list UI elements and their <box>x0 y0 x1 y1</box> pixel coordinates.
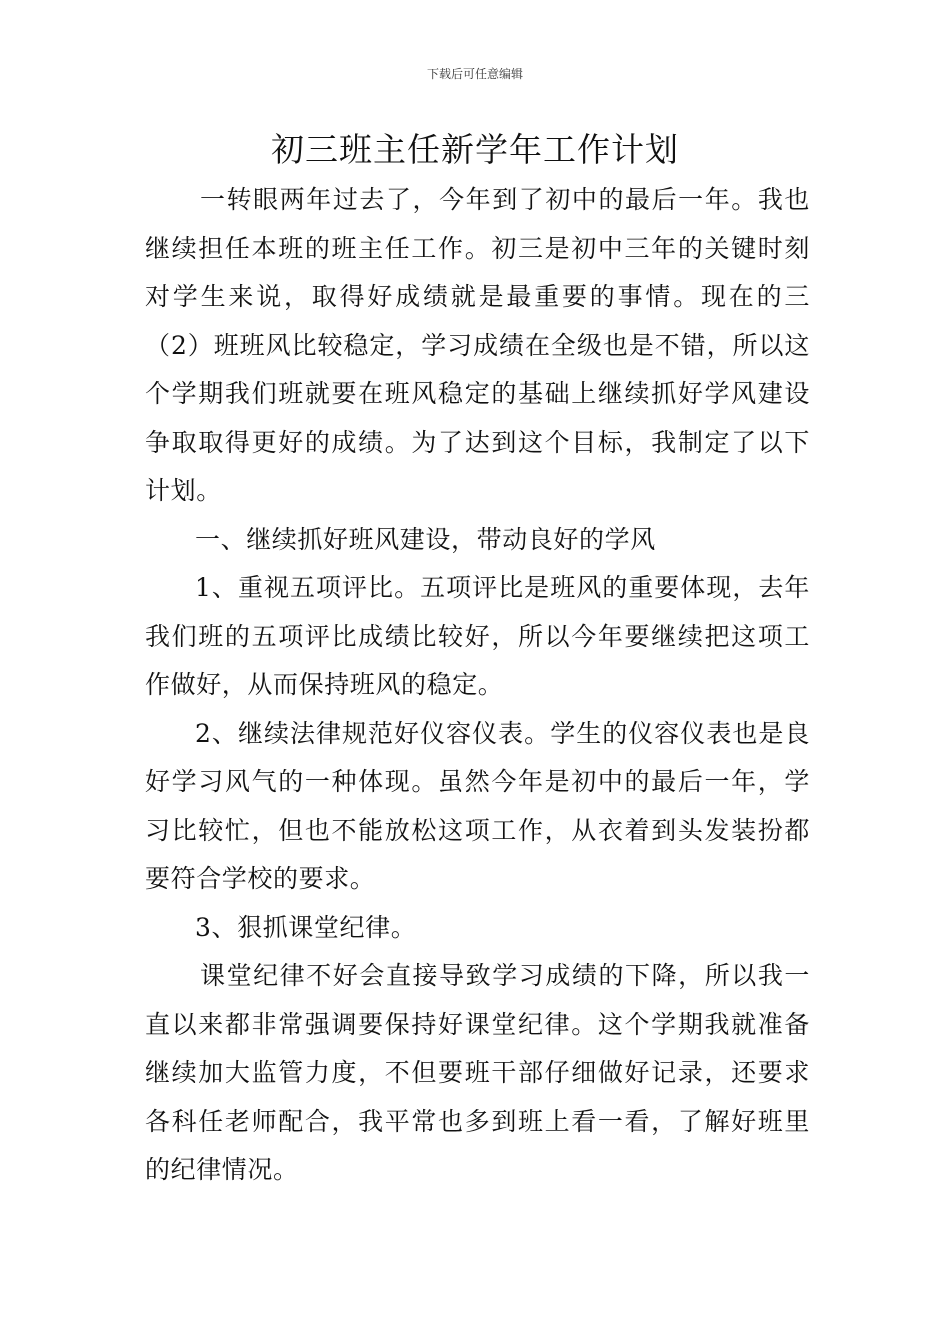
document-title: 初三班主任新学年工作计划 <box>271 130 679 169</box>
paragraph-item-1: 1、重视五项评比。五项评比是班风的重要体现，去年我们班的五项评比成绩比较好，所以今年要继续把这项工作做好，从而保持班风的稳定。 <box>145 573 810 699</box>
header-note: 下载后可任意编辑 <box>426 67 523 81</box>
paragraph-item-3-body: 课堂纪律不好会直接导致学习成绩的下降，所以我一直以来都非常强调要保持好课堂纪律。这个学期我就准备继续加大监管力度，不但要班干部仔细做好记录，还要求各科任老师配合，我平常也多到班上看一看，了解好班里的纪律情况。 <box>145 961 810 1184</box>
paragraph-item-3-heading: 3、狠抓课堂纪律。 <box>195 912 417 942</box>
paragraph-intro: 一转眼两年过去了，今年到了初中的最后一年。我也继续担任本班的班主任工作。初三是初中三年的关键时刻对学生来说，取得好成绩就是最重要的事情。现在的三（2）班班风比较稳定，学习成绩在全级也是不错，所以这个学期我们班就要在班风稳定的基础上继续抓好学风建设争取取得更好的成绩。为了达到这个目标，我制定了以下计划。 <box>145 185 810 505</box>
paragraph-item-2: 2、继续法律规范好仪容仪表。学生的仪容仪表也是良好学习风气的一种体现。虽然今年是初中的最后一年，学习比较忙，但也不能放松这项工作，从衣着到头发装扮都要符合学校的要求。 <box>145 718 810 893</box>
paragraph-section-heading: 一、继续抓好班风建设，带动良好的学风 <box>195 524 656 554</box>
document-body <box>145 176 810 1195</box>
